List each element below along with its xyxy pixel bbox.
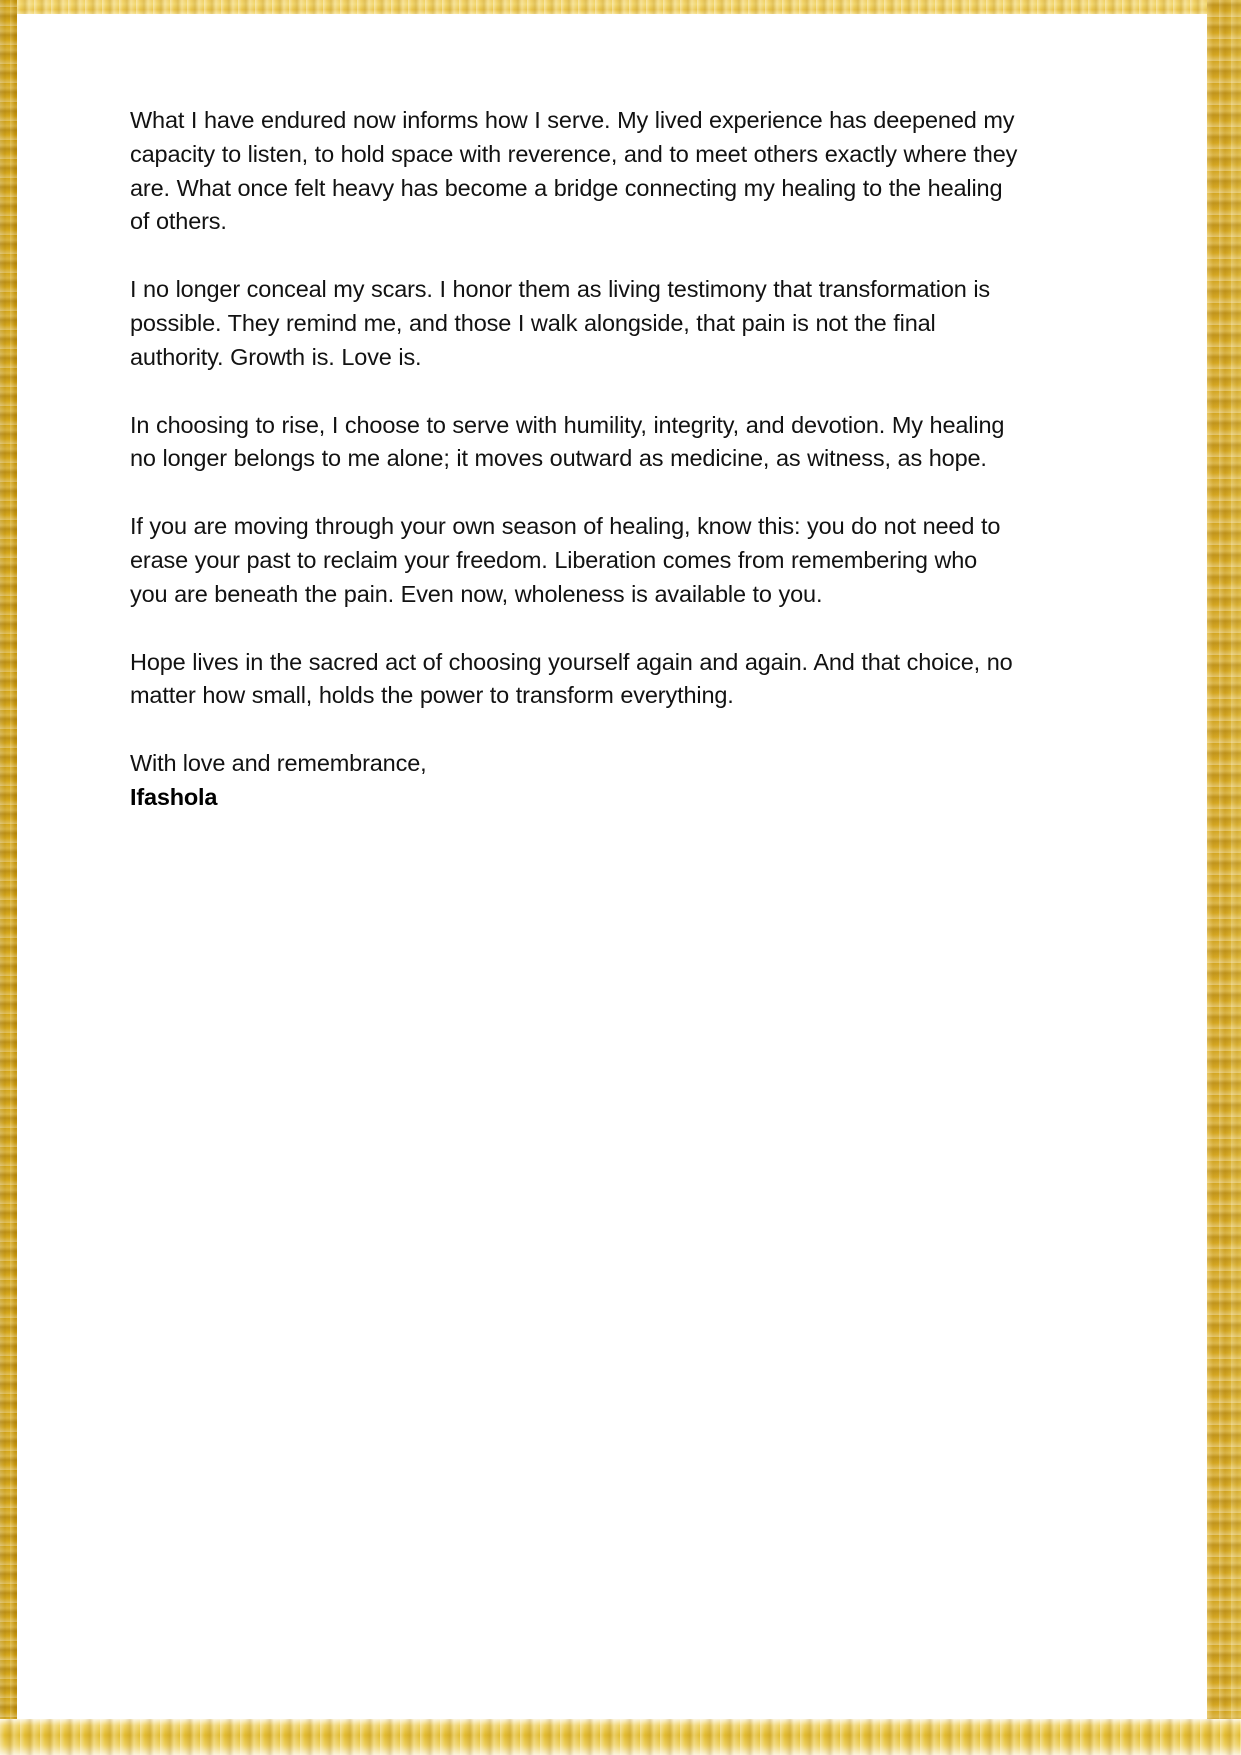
gold-border-top — [0, 0, 1241, 14]
paragraph-5: Hope lives in the sacred act of choosing yourself again and again. And that choice, no matter how small, holds the power to transform everything. — [130, 648, 1013, 709]
closing-salutation: With love and remembrance, — [130, 750, 427, 777]
closing-block — [130, 747, 1020, 815]
gold-texture-bottom — [0, 1719, 1241, 1755]
gold-border-bottom — [0, 1719, 1241, 1755]
gold-texture-left — [0, 0, 17, 1755]
paragraph-3: In choosing to rise, I choose to serve with humility, integrity, and devotion. My healing no longer belongs to me alone; it moves outward as medicine, as witness, as hope. — [130, 411, 1005, 472]
paragraph-1: What I have endured now informs how I serve. My lived experience has deepened my capacity to listen, to hold space with reverence, and to meet others exactly where they are. What once felt heavy has become a bridge connecting my healing to the healing of others. — [130, 107, 1018, 235]
gold-texture-right — [1207, 0, 1241, 1755]
gold-texture-top — [0, 0, 1241, 14]
signature-name: Ifashola — [130, 783, 218, 810]
paragraph-4: If you are moving through your own season of healing, know this: you do not need to erase your past to reclaim your freedom. Liberation comes from remembering who you are beneath the pain. Even now, wholeness is available to you. — [130, 513, 1001, 607]
paragraph-2: I no longer conceal my scars. I honor them as living testimony that transformation is possible. They remind me, and those I walk alongside, that pain is not the final authority. Growth is. Love is. — [130, 276, 991, 370]
letter-body — [130, 104, 1020, 815]
gold-border-right — [1207, 0, 1241, 1755]
gold-border-left — [0, 0, 17, 1755]
